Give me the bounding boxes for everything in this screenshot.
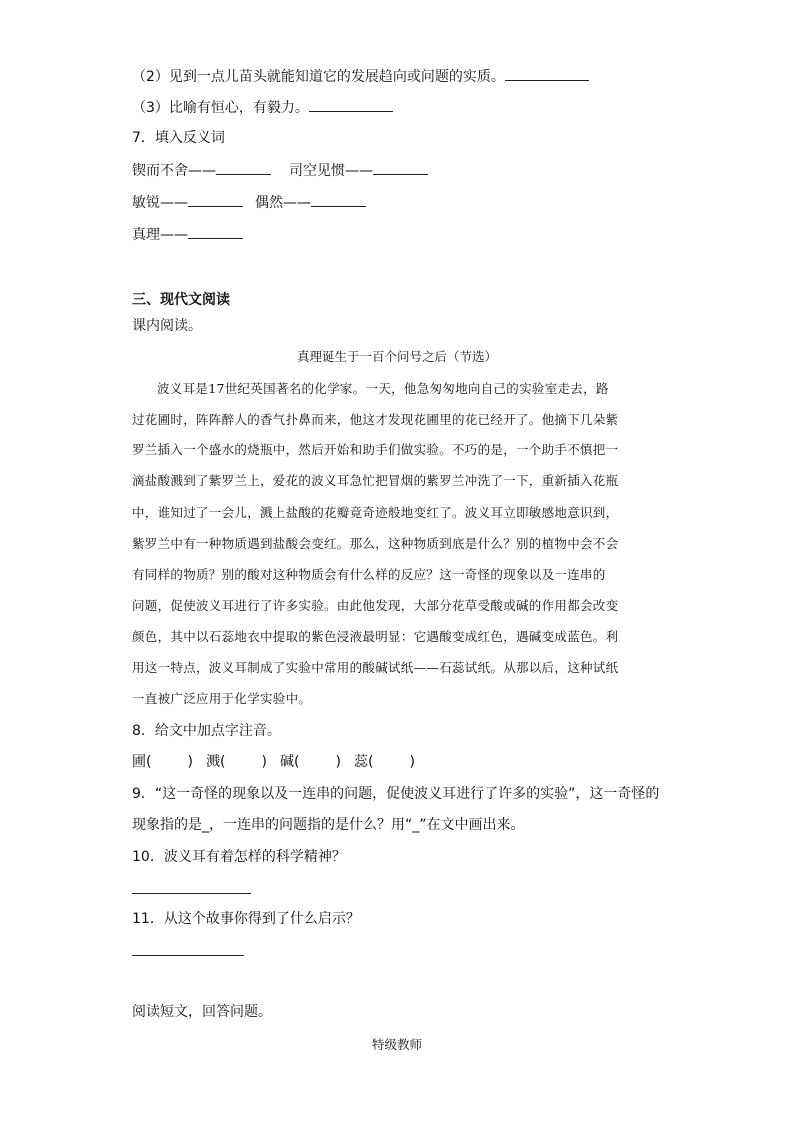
section-3-intro: 课内阅读。 xyxy=(132,318,202,334)
question-8-title: 8．给文中加点字注音。 xyxy=(132,723,281,739)
answer-blank[interactable] xyxy=(188,224,243,239)
answer-line[interactable] xyxy=(132,893,251,894)
answer-blank[interactable] xyxy=(309,97,393,112)
antonym-row-3 xyxy=(132,224,243,245)
question-3 xyxy=(132,97,393,118)
passage-line: 一直被广泛应用于化学实验中。 xyxy=(132,691,312,706)
passage-line: 罗兰插入一个盛水的烧瓶中，然后开始和助手们做实验。不巧的是，一个助手不慎把一 xyxy=(132,442,619,457)
antonym-word: 敏锐—— xyxy=(132,195,188,211)
next-passage-title: 特级教师 xyxy=(371,1037,422,1052)
passage-line: 波义耳是17世纪英国著名的化学家。一天，他急匆匆地向自己的实验室走去，路 xyxy=(157,381,609,396)
question-9-line-2: 现象指的是_，一连串的问题指的是什么？用“_”在文中画出来。 xyxy=(132,817,525,833)
pinyin-row xyxy=(132,752,428,772)
pinyin-item[interactable]: 溅( ) xyxy=(206,754,267,770)
answer-blank[interactable] xyxy=(505,66,589,81)
passage-line: 过花圃时，阵阵醉人的香气扑鼻而来，他这才发现花圃里的花已经开了。他摘下几朵紫 xyxy=(132,412,619,427)
answer-blank[interactable] xyxy=(311,192,366,207)
question-10-title: 10．波义耳有着怎样的科学精神？ xyxy=(132,849,346,865)
antonym-word: 司空见惯—— xyxy=(289,163,373,179)
passage-line: 用这一特点，波义耳制成了实验中常用的酸碱试纸——石蕊试纸。从那以后，这种试纸 xyxy=(132,660,619,675)
passage-line: 滴盐酸溅到了紫罗兰上，爱花的波义耳急忙把冒烟的紫罗兰冲洗了一下，重新插入花瓶 xyxy=(132,473,619,488)
answer-blank[interactable] xyxy=(188,192,243,207)
passage-line: 颜色，其中以石蕊地衣中提取的紫色浸液最明显：它遇酸变成红色，遇碱变成蓝色。利 xyxy=(132,629,619,644)
pinyin-item[interactable]: 碱( ) xyxy=(280,754,341,770)
passage-line: 中，谁知过了一会儿，溅上盐酸的花瓣竟奇迹般地变红了。波义耳立即敏感地意识到， xyxy=(132,505,619,520)
pinyin-item[interactable]: 蕊( ) xyxy=(354,754,415,770)
section-3-heading: 三、现代文阅读 xyxy=(132,292,230,308)
pinyin-item[interactable]: 圃( ) xyxy=(132,754,193,770)
passage-line: 有同样的物质？别的酸对这种物质会有什么样的反应？这一奇怪的现象以及一连串的 xyxy=(132,567,606,582)
answer-line[interactable] xyxy=(132,955,244,956)
answer-blank[interactable] xyxy=(373,160,428,175)
next-section-intro: 阅读短文，回答问题。 xyxy=(132,1004,272,1020)
passage-line: 紫罗兰中有一种物质遇到盐酸会变红。那么，这种物质到底是什么？别的植物中会不会 xyxy=(132,536,619,551)
antonym-row-1 xyxy=(132,160,428,181)
question-9-line-1: 9．“这一奇怪的现象以及一连串的问题，促使波义耳进行了许多的实验”，这一奇怪的 xyxy=(132,786,660,802)
antonym-word: 偶然—— xyxy=(255,195,311,211)
question-3-text: （3）比喻有恒心，有毅力。 xyxy=(132,100,309,116)
passage-title: 真理诞生于一百个问号之后（节选） xyxy=(296,349,497,364)
antonym-row-2 xyxy=(132,192,366,213)
passage-line: 问题，促使波义耳进行了许多实验。由此他发现，大部分花草受酸或碱的作用都会改变 xyxy=(132,598,619,613)
antonym-word: 真理—— xyxy=(132,227,188,243)
question-7-title: 7．填入反义词 xyxy=(132,130,225,146)
answer-blank[interactable] xyxy=(216,160,271,175)
antonym-word: 锲而不舍—— xyxy=(132,163,216,179)
question-2 xyxy=(132,66,589,87)
question-2-text: （2）见到一点儿苗头就能知道它的发展趋向或问题的实质。 xyxy=(132,69,505,85)
question-11-title: 11．从这个故事你得到了什么启示？ xyxy=(132,911,360,927)
